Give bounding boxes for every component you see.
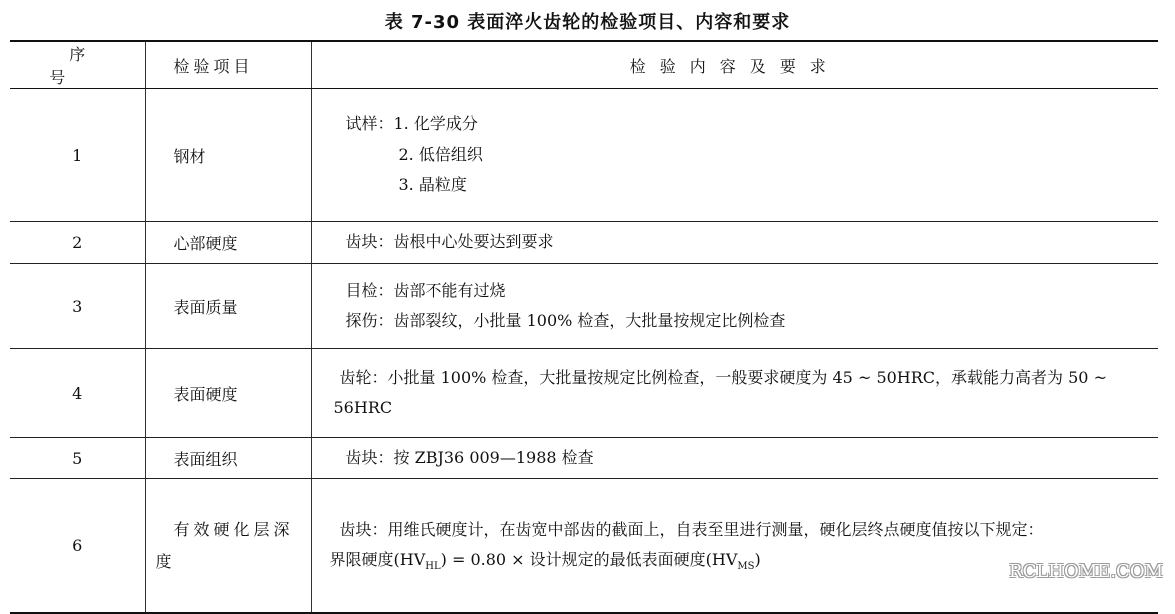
row-no: 1 xyxy=(10,89,145,222)
requirement-line: 齿块：按 ZBJ36 009—1988 检查 xyxy=(345,447,594,467)
row-requirements xyxy=(311,222,1158,264)
row-item: 表面硬度 xyxy=(145,349,311,438)
requirement-line: 试样：1. 化学成分 xyxy=(345,114,478,134)
formula-middle: ) = 0.80 × 设计规定的最低表面硬度(HV xyxy=(440,550,738,570)
table-header-row xyxy=(10,41,1158,89)
row-item: 表面质量 xyxy=(145,264,311,349)
table-row xyxy=(10,222,1158,264)
row-no: 6 xyxy=(10,479,145,614)
formula-sub-hl: HL xyxy=(425,561,441,573)
row-item-line: 度 xyxy=(155,551,176,571)
row-requirements xyxy=(311,349,1158,438)
row-item: 心部硬度 xyxy=(145,222,311,264)
requirement-line: 3. 晶粒度 xyxy=(398,175,467,195)
table-row xyxy=(10,349,1158,438)
table-row xyxy=(10,89,1158,222)
table-row xyxy=(10,438,1158,479)
requirement-line: 齿轮：小批量 100% 检查，大批量按规定比例检查，一般要求硬度为 45 ~ 50HRC，承载能力高者为 50 ~ 56HRC xyxy=(333,367,1107,417)
requirement-line: 目检：齿部不能有过烧 xyxy=(345,280,506,300)
row-requirements xyxy=(311,89,1158,222)
requirement-line: 2. 低倍组织 xyxy=(398,144,483,164)
header-no: 序号 xyxy=(10,41,145,89)
requirement-line: 探伤：齿部裂纹，小批量 100% 检查，大批量按规定比例检查 xyxy=(345,311,786,330)
row-item: 表面组织 xyxy=(145,438,311,479)
row-requirements xyxy=(311,264,1158,349)
row-no: 5 xyxy=(10,438,145,479)
formula-sub-ms: MS xyxy=(737,561,755,573)
row-requirements xyxy=(311,438,1158,479)
row-no: 4 xyxy=(10,349,145,438)
row-item-line: 有效硬化层深 xyxy=(173,519,294,539)
row-no: 3 xyxy=(10,264,145,349)
requirement-line: 齿块：齿根中心处要达到要求 xyxy=(345,232,554,252)
formula-prefix: 界限硬度(HV xyxy=(329,550,426,570)
header-requirements: 检验内容及要求 xyxy=(311,41,1158,89)
row-requirements xyxy=(311,479,1158,614)
table-row xyxy=(10,264,1158,349)
row-item xyxy=(145,479,311,614)
formula-suffix: ) xyxy=(754,550,761,570)
watermark: RCLHOME.COM xyxy=(1009,561,1163,582)
inspection-table xyxy=(10,40,1158,614)
table-row xyxy=(10,479,1158,614)
table-title: 表 7-30 表面淬火齿轮的检验项目、内容和要求 xyxy=(384,12,791,33)
row-item: 钢材 xyxy=(145,89,311,222)
requirement-line: 齿块：用维氏硬度计，在齿宽中部齿的截面上，自表至里进行测量，硬化层终点硬度值按以下规定： xyxy=(339,519,1044,539)
row-no: 2 xyxy=(10,222,145,264)
header-item: 检验项目 xyxy=(145,41,311,89)
